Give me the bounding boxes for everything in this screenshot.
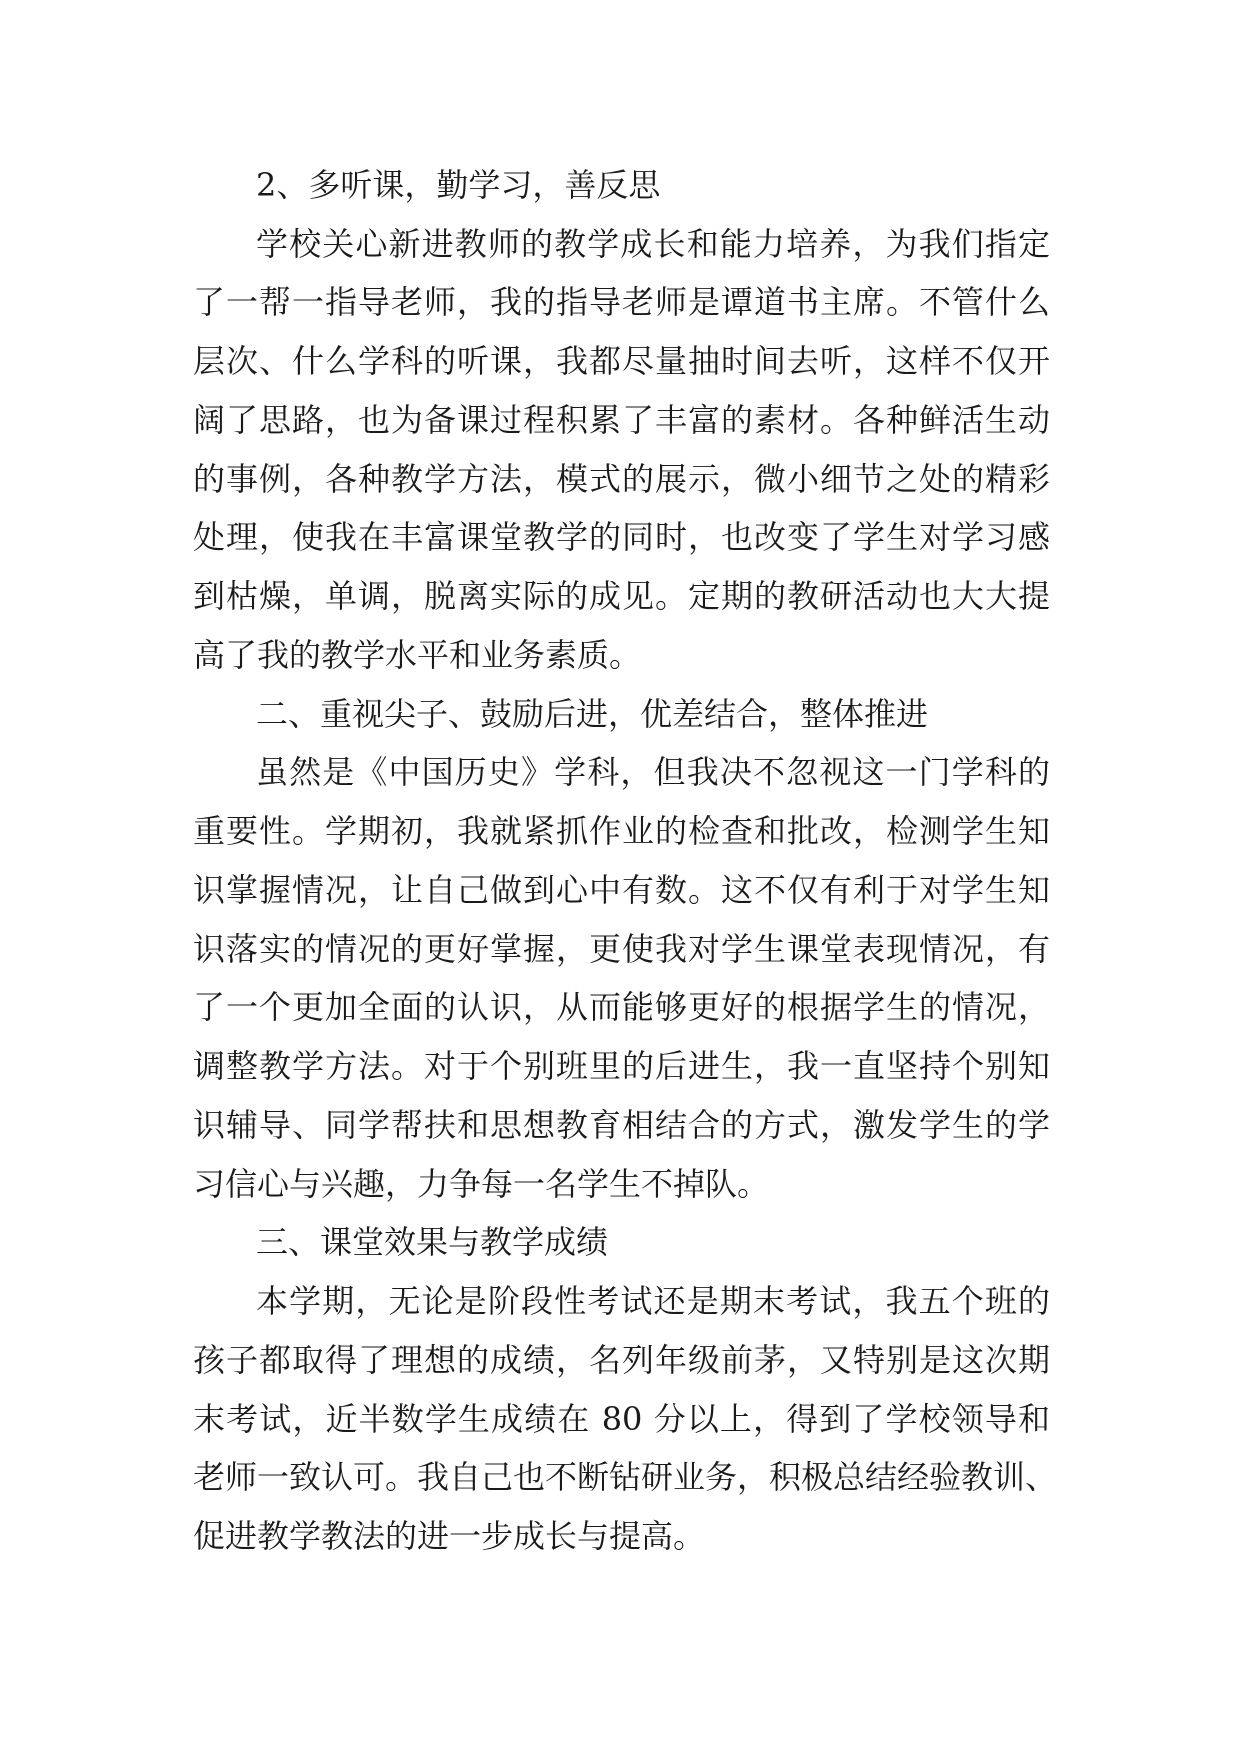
- paragraph-line: 重要性。学期初，我就紧抓作业的检查和批改，检测学生知: [193, 812, 1050, 850]
- paragraph-line: 的事例，各种教学方法，模式的展示，微小细节之处的精彩: [193, 460, 1050, 498]
- paragraph-line: 层次、什么学科的听课，我都尽量抽时间去听，这样不仅开: [193, 342, 1050, 380]
- paragraph-line: 学校关心新进教师的教学成长和能力培养，为我们指定: [256, 225, 1050, 263]
- paragraph-line: 促进教学教法的进一步成长与提高。: [193, 1517, 706, 1555]
- paragraph-line: 末考试，近半数学生成绩在 80 分以上，得到了学校领导和: [193, 1400, 1050, 1438]
- paragraph-line: 孩子都取得了理想的成绩，名列年级前茅，又特别是这次期: [193, 1341, 1050, 1379]
- paragraph-line: 阔了思路，也为备课过程积累了丰富的素材。各种鲜活生动: [193, 401, 1050, 439]
- paragraph-line: 识辅导、同学帮扶和思想教育相结合的方式，激发学生的学: [193, 1106, 1050, 1144]
- heading-listen-learn-reflect: 2、多听课，勤学习，善反思: [256, 166, 661, 204]
- heading-section-three: 三、课堂效果与教学成绩: [256, 1223, 609, 1261]
- heading-section-two: 二、重视尖子、鼓励后进，优差结合，整体推进: [256, 695, 929, 733]
- paragraph-line: 调整教学方法。对于个别班里的后进生，我一直坚持个别知: [193, 1047, 1050, 1085]
- paragraph-line: 处理，使我在丰富课堂教学的同时，也改变了学生对学习感: [193, 518, 1050, 556]
- paragraph-line: 老师一致认可。我自己也不断钻研业务，积极总结经验教训、: [193, 1458, 1058, 1496]
- paragraph-line: 识掌握情况，让自己做到心中有数。这不仅有利于对学生知: [193, 871, 1050, 909]
- paragraph-line: 本学期，无论是阶段性考试还是期末考试，我五个班的: [256, 1282, 1050, 1320]
- paragraph-line: 了一帮一指导老师，我的指导老师是谭道书主席。不管什么: [193, 283, 1050, 321]
- paragraph-line: 了一个更加全面的认识，从而能够更好的根据学生的情况，: [193, 988, 1050, 1026]
- paragraph-line: 识落实的情况的更好掌握，更使我对学生课堂表现情况，有: [193, 930, 1050, 968]
- paragraph-line: 习信心与兴趣，力争每一名学生不掉队。: [193, 1165, 770, 1203]
- paragraph-line: 到枯燥，单调，脱离实际的成见。定期的教研活动也大大提: [193, 577, 1050, 615]
- paragraph-line: 高了我的教学水平和业务素质。: [193, 636, 642, 674]
- paragraph-line: 虽然是《中国历史》学科，但我决不忽视这一门学科的: [256, 753, 1050, 791]
